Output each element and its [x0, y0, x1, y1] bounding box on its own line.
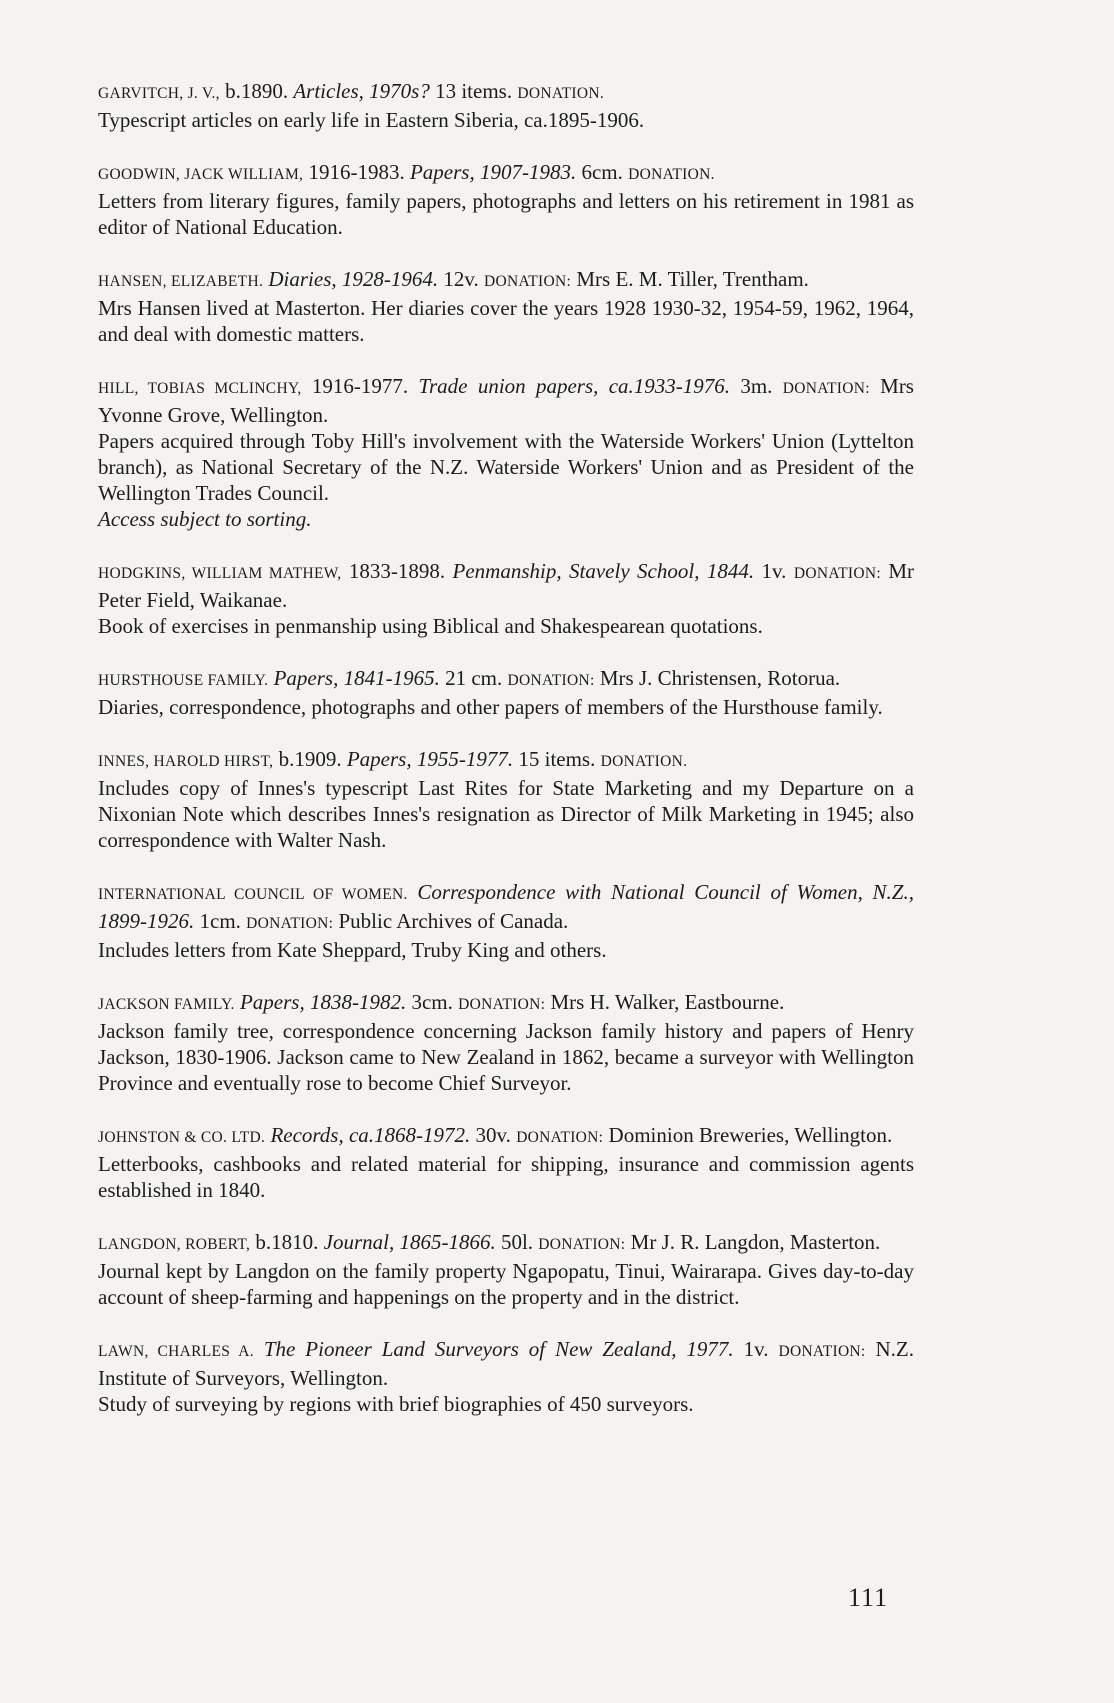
catalogue-page — [98, 78, 914, 1443]
entry-donor: Public Archives of Canada. — [333, 909, 569, 933]
entry-name: LAWN, CHARLES A. — [98, 1343, 254, 1360]
entry-dates: 1916-1983. — [303, 160, 410, 184]
entry-heading — [98, 266, 914, 295]
entry-donation-label: DONATION: — [484, 273, 572, 290]
entry-title: Records, ca.1868-1972. — [270, 1123, 471, 1147]
entry-title: Diaries, 1928-1964. — [268, 267, 439, 291]
entry-extent: 30v. — [470, 1123, 517, 1147]
entry-name: INTERNATIONAL COUNCIL OF WOMEN. — [98, 886, 408, 903]
entry-title: Correspondence with National Council of Women, N.Z., 1899-1926. — [98, 880, 914, 933]
entry-extent: 13 items. — [429, 79, 518, 103]
entry-donation-label: DONATION. — [517, 85, 604, 102]
entry-extent: 15 items. — [513, 747, 601, 771]
entry-name: HURSTHOUSE FAMILY. — [98, 672, 269, 689]
entry-donor: Mrs Yvonne Grove, Wellington. — [98, 374, 914, 427]
entry-title: Papers, 1841-1965. — [273, 666, 440, 690]
entry-donation-label: DONATION: — [782, 380, 870, 397]
catalogue-entry — [98, 879, 914, 963]
entry-dates: b.1890. — [219, 79, 294, 103]
entry-title: The Pioneer Land Surveyors of New Zealand, 1977. — [263, 1337, 734, 1361]
catalogue-entry — [98, 266, 914, 347]
entry-extent: 1cm. — [194, 909, 247, 933]
entry-donation-label: DONATION. — [628, 166, 715, 183]
entry-dates: b.1810. — [250, 1230, 324, 1254]
entry-title: Papers, 1907-1983. — [409, 160, 577, 184]
entry-heading — [98, 373, 914, 428]
page-number: 111 — [848, 1583, 889, 1612]
entry-donation-label: DONATION: — [538, 1236, 626, 1253]
entry-heading — [98, 665, 914, 694]
entry-heading — [98, 1229, 914, 1258]
entry-donor: Dominion Breweries, Wellington. — [603, 1123, 893, 1147]
entry-description: Letterbooks, cashbooks and related material for shipping, insurance and commission agents established in 1840. — [98, 1152, 914, 1202]
entry-heading — [98, 159, 914, 188]
entry-heading — [98, 558, 914, 613]
entry-donation-label: DONATION: — [458, 996, 546, 1013]
entry-title: Articles, 1970s? — [293, 79, 430, 103]
entry-title: Journal, 1865-1866. — [323, 1230, 496, 1254]
catalogue-entry — [98, 558, 914, 639]
entry-extent: 3m. — [730, 374, 783, 398]
entry-title: Penmanship, Stavely School, 1844. — [452, 559, 755, 583]
catalogue-entry — [98, 1229, 914, 1310]
entry-heading — [98, 746, 914, 775]
entry-donor: Mr Peter Field, Waikanae. — [98, 559, 915, 612]
entry-description: Jackson family tree, correspondence concerning Jackson family history and papers of Henry Jackson, 1830-1906. Jackson came to New Zealand in 1862, became a surveyor with Wellington Province and eventually rose to become Chief Surveyor. — [98, 1019, 914, 1095]
entry-donation-label: DONATION. — [600, 753, 688, 770]
entry-heading — [98, 1122, 914, 1151]
entry-dates: b.1909. — [273, 747, 347, 771]
entry-description: Papers acquired through Toby Hill's involvement with the Waterside Workers' Union (Lyttelton branch), as National Secretary of the N.Z. Waterside Workers' Union and as President of the Wellington Trades Council. — [98, 429, 914, 505]
entry-donation-label: DONATION: — [516, 1129, 604, 1146]
entry-name: JOHNSTON & CO. LTD. — [98, 1129, 266, 1146]
entry-donation-label: DONATION: — [246, 915, 334, 932]
entry-donor: Mrs E. M. Tiller, Trentham. — [571, 267, 809, 291]
entry-extent: 6cm. — [576, 160, 629, 184]
entry-description: Study of surveying by regions with brief biographies of 450 surveyors. — [98, 1392, 694, 1416]
catalogue-entry — [98, 1122, 914, 1203]
entry-description: Includes copy of Innes's typescript Last Rites for State Marketing and my Departure on a Nixonian Note which describes Innes's resignation as Director of Milk Marketing in 1945; also correspondence with Walter Nash. — [98, 776, 914, 852]
entry-donor: Mrs H. Walker, Eastbourne. — [545, 990, 785, 1014]
entry-donor: Mrs J. Christensen, Rotorua. — [594, 666, 841, 690]
entry-extent: 1v. — [754, 559, 794, 583]
entry-description: Book of exercises in penmanship using Biblical and Shakespearean quotations. — [98, 614, 763, 638]
entry-name: INNES, HAROLD HIRST, — [98, 753, 274, 770]
catalogue-entry — [98, 746, 914, 853]
catalogue-entry — [98, 78, 914, 133]
entry-name: GARVITCH, J. V., — [98, 85, 220, 102]
entry-description: Diaries, correspondence, photographs and other papers of members of the Hursthouse family. — [98, 695, 883, 719]
entry-title: Papers, 1955-1977. — [346, 747, 514, 771]
entry-extent: 1v. — [733, 1337, 779, 1361]
entry-heading — [98, 989, 914, 1018]
entry-dates: 1833-1898. — [341, 559, 453, 583]
catalogue-entry — [98, 159, 914, 240]
entry-name: HILL, TOBIAS MCLINCHY, — [98, 380, 302, 397]
entry-description: Journal kept by Langdon on the family property Ngapopatu, Tinui, Wairarapa. Gives day-to-day account of sheep-farming and happenings on the property and in the district. — [98, 1259, 914, 1309]
catalogue-entry — [98, 1336, 914, 1417]
entry-description: Typescript articles on early life in Eastern Siberia, ca.1895-1906. — [98, 108, 645, 132]
catalogue-entry — [98, 373, 914, 532]
catalogue-entry — [98, 989, 914, 1096]
entry-extent: 12v. — [438, 267, 485, 291]
entry-heading — [98, 78, 914, 107]
entry-description: Mrs Hansen lived at Masterton. Her diaries cover the years 1928 1930-32, 1954-59, 1962, 1964, and deal with domestic matters. — [98, 296, 914, 346]
catalogue-entry — [98, 665, 914, 720]
entry-name: HANSEN, ELIZABETH. — [98, 273, 264, 290]
entry-description: Letters from literary figures, family papers, photographs and letters on his retirement in 1981 as editor of National Education. — [98, 189, 914, 239]
entry-description: Includes letters from Kate Sheppard, Truby King and others. — [98, 938, 607, 962]
entry-donor: Mr J. R. Langdon, Masterton. — [625, 1230, 881, 1254]
entry-title: Papers, 1838-1982. — [239, 990, 407, 1014]
entry-name: LANGDON, ROBERT, — [98, 1236, 251, 1253]
entry-name: JACKSON FAMILY. — [98, 996, 235, 1013]
entry-name: HODGKINS, WILLIAM MATHEW, — [98, 565, 342, 582]
entry-donor: N.Z. Institute of Surveyors, Wellington. — [98, 1337, 914, 1390]
entry-dates — [408, 880, 418, 904]
entry-donation-label: DONATION: — [507, 672, 595, 689]
entry-extent: 21 cm. — [439, 666, 508, 690]
entry-heading — [98, 1336, 914, 1391]
entry-title: Trade union papers, ca.1933-1976. — [418, 374, 731, 398]
entry-extent: 50l. — [495, 1230, 539, 1254]
entry-donation-label: DONATION: — [778, 1343, 866, 1360]
entry-access-note: Access subject to sorting. — [98, 507, 312, 531]
entry-name: GOODWIN, JACK WILLIAM, — [98, 166, 304, 183]
entry-dates: 1916-1977. — [301, 374, 419, 398]
entry-heading — [98, 879, 914, 937]
entry-extent: 3cm. — [406, 990, 459, 1014]
entry-donation-label: DONATION: — [793, 565, 881, 582]
entry-dates — [254, 1337, 264, 1361]
